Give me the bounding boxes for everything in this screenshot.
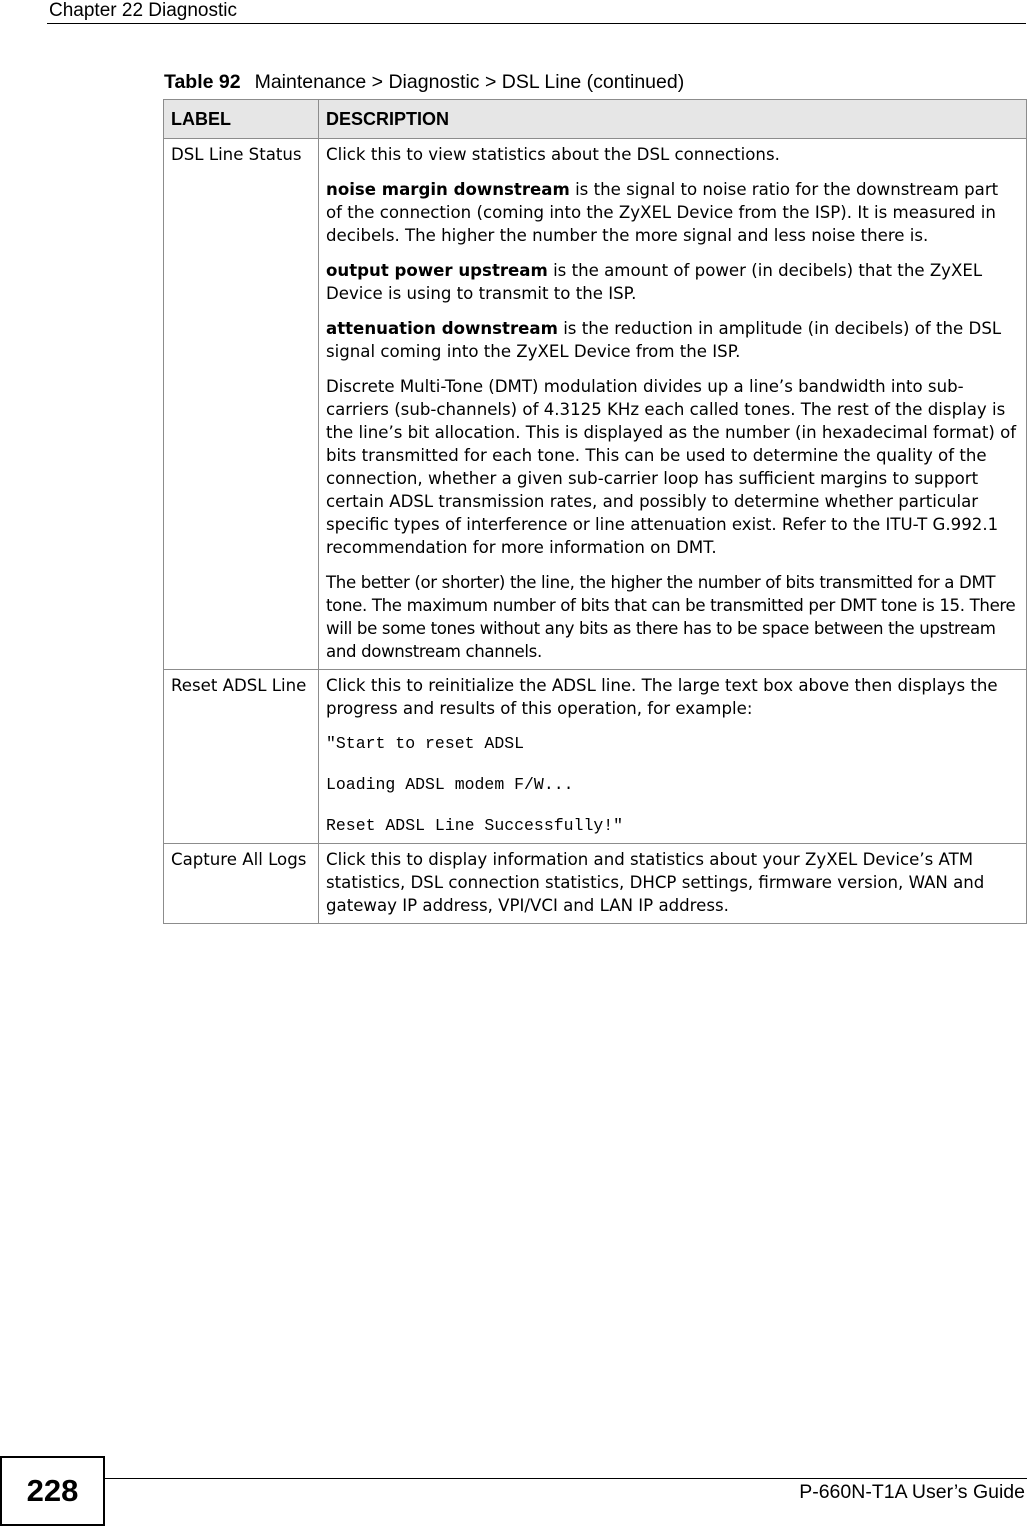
paragraph-text: is the amount of power (in decibels) that the ZyXEL Device is using to transmit to the ISP. [326, 261, 983, 303]
description-paragraph [326, 375, 1019, 559]
description-paragraph [326, 259, 1019, 305]
code-line: Loading ADSL modem F/W... [326, 775, 574, 794]
page-number: 228 [0, 1456, 105, 1526]
table-row [164, 670, 1027, 844]
description-paragraph [326, 571, 1019, 663]
description-table [163, 99, 1027, 924]
row-description [319, 844, 1027, 924]
table-title: Maintenance > Diagnostic > DSL Line (continued) [254, 71, 685, 93]
column-header-description: DESCRIPTION [319, 100, 1027, 139]
footer-divider [103, 1478, 1027, 1479]
row-label: Capture All Logs [164, 844, 319, 924]
description-paragraph: Click this to reinitialize the ADSL line. The large text box above then displays the progress and results of this operation, for example: [326, 676, 998, 718]
table-row [164, 844, 1027, 924]
description-paragraph [326, 317, 1019, 363]
row-description [319, 139, 1027, 670]
code-line: Reset ADSL Line Successfully!" [326, 816, 624, 835]
chapter-header: Chapter 22 Diagnostic [49, 0, 237, 21]
table-header-row [164, 100, 1027, 139]
description-paragraph [326, 143, 1019, 166]
code-line: "Start to reset ADSL [326, 734, 525, 753]
paragraph-text: The better (or shorter) the line, the higher the number of bits transmitted for a DMT tone. The maximum number of bits that can be transmitted per DMT tone is 15. There will be some tones without any bits as there has to be space between the upstream and downstream channels. [326, 573, 1016, 661]
paragraph-text: Discrete Multi-Tone (DMT) modulation divides up a line’s bandwidth into sub-carriers (sub-channels) of 4.3125 KHz each called tones. The rest of the display is the line’s bit allocation. This is displayed as the number (in hexadecimal format) of bits transmitted for each tone. This can be used to determine the quality of the connection, whether a given sub-carrier loop has sufficient margins to support certain ADSL transmission rates, and possibly to determine whether particular specific types of interference or line attenuation exist. Refer to the ITU-T G.992.1 recommendation for more information on DMT. [326, 377, 1017, 557]
row-description [319, 670, 1027, 844]
guide-title: P-660N-T1A User’s Guide [799, 1481, 1025, 1503]
description-paragraph: Click this to display information and statistics about your ZyXEL Device’s ATM statistics, DSL connection statistics, DHCP settings, firmware version, WAN and gateway IP address, VPI/VCI and LAN IP address. [326, 850, 985, 915]
paragraph-text: Click this to view statistics about the DSL connections. [326, 145, 780, 164]
row-label: Reset ADSL Line [164, 670, 319, 844]
term: output power upstream [326, 261, 548, 280]
header-divider [47, 23, 1026, 24]
paragraph-text: is the signal to noise ratio for the downstream part of the connection (coming into the ZyXEL Device from the ISP). It is measured in decibels. The higher the number the more signal and less noise there is. [326, 180, 999, 245]
table-caption [164, 71, 684, 94]
column-header-label: LABEL [164, 100, 319, 139]
term: attenuation downstream [326, 319, 558, 338]
row-label: DSL Line Status [164, 139, 319, 670]
description-paragraph [326, 178, 1019, 247]
term: noise margin downstream [326, 180, 570, 199]
table-row [164, 139, 1027, 670]
table-number: Table 92 [164, 71, 241, 93]
paragraph-text: is the reduction in amplitude (in decibels) of the DSL signal coming into the ZyXEL Device from the ISP. [326, 319, 1002, 361]
